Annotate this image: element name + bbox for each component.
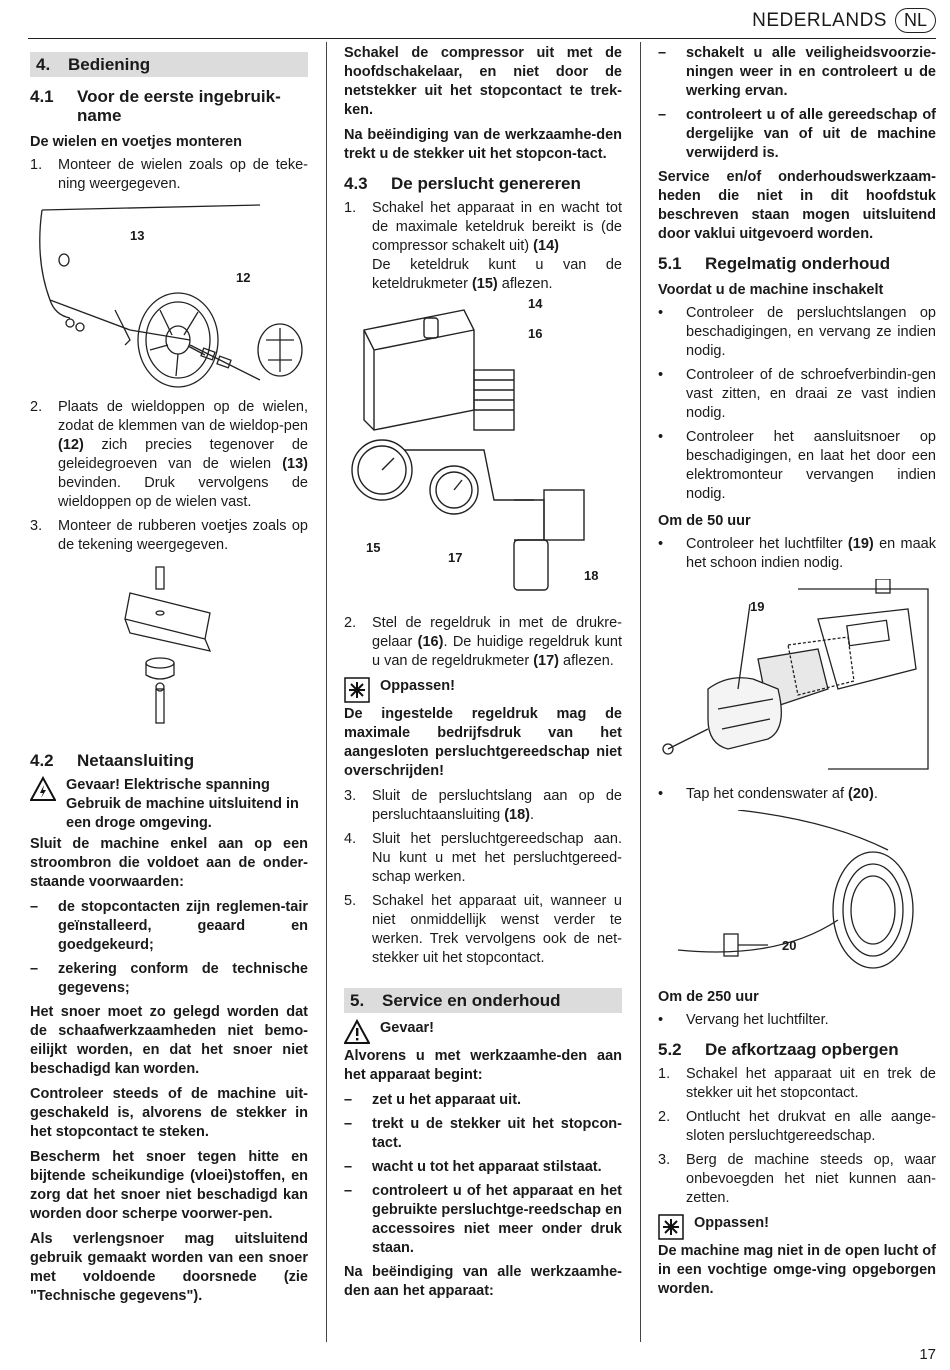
caution-text: De machine mag niet in de open lucht of in een vochtige omge-ving opgeborgen worden. — [658, 1243, 936, 1297]
bullet-item: • Controleer of de schroefverbindin-gen vast zitten, en draai ze vast indien nodig. — [658, 367, 936, 421]
paragraph: Sluit de machine enkel aan op een stroombron die voldoet aan de onder-staande voorwaarden: — [30, 836, 308, 890]
language-label: NEDERLANDS — [752, 10, 887, 31]
paragraph: Als verlengsnoer mag uitsluitend gebruik gemaakt worden van een snoer met voldoende doorsnede (zie "Technische gegevens"). — [30, 1231, 308, 1304]
pressure-switch-drawing — [344, 300, 622, 604]
dash-item: – controleert u of het apparaat en het gebruikte persluchtge-reedschap en accessoires niet meer onder druk staan. — [344, 1183, 622, 1256]
wheels-heading: De wielen en voetjes monteren — [30, 134, 242, 150]
caution-text: De ingestelde regeldruk mag de maximale bedrijfsdruk van het aangesloten persluchtgereedschap niet overschrijden! — [344, 706, 622, 779]
drain-valve-drawing — [658, 810, 936, 978]
list-item: 5. Schakel het apparaat uit, wanneer u niet onmiddellijk wenst verder te werken. Trek vervolgens ook de net-stekker uit het stopcontact. — [344, 893, 622, 966]
dash-item: – schakelt u alle veiligheidsvoorzie-ningen weer in en controleert u de werking ervan. — [658, 45, 936, 99]
label-20: 20 — [782, 938, 797, 953]
warning-text: Alvorens u met werkzaamhe-den aan het apparaat begint: — [344, 1048, 622, 1083]
electric-hazard-icon — [30, 776, 56, 802]
caution-head: Oppassen! — [380, 678, 455, 694]
page-header — [752, 8, 936, 33]
list-item: 1. Schakel het apparaat in en wacht tot de maximale keteldruk bereikt is (de compressor schakelt uit) (14) De keteldruk kunt u van de keteldrukmeter (15) aflezen. — [344, 200, 622, 292]
dash-item: – de stopcontacten zijn reglemen-tair geïnstalleerd, geaard en goedgekeurd; — [30, 899, 308, 953]
general-warning — [344, 1019, 622, 1045]
section-4-3-heading: 4.3 De perslucht genereren — [344, 174, 581, 193]
label-16: 16 — [528, 326, 543, 341]
air-filter-drawing — [658, 579, 936, 775]
interval-250-heading: Om de 250 uur — [658, 989, 759, 1005]
paragraph: Na beëindiging van alle werkzaamhe-den aan het apparaat: — [344, 1264, 622, 1299]
paragraph: Schakel de compressor uit met de hoofdschakelaar, en niet door de netstekker uit het stopcontact te trek-ken. — [344, 45, 622, 118]
paragraph: Het snoer moet zo gelegd worden dat de schaafwerkzaamheden niet bemo-eilijkt worden, en dat het snoer niet beschadigd kan worden. — [30, 1004, 308, 1077]
column-3 — [658, 44, 936, 1305]
label-15: 15 — [366, 540, 381, 555]
language-badge: NL — [895, 8, 936, 33]
caution-icon — [344, 677, 370, 703]
list-item: 3. Sluit de persluchtslang aan op de persluchtaansluiting (18). — [344, 788, 622, 823]
section-4-1-heading: 4.1 Voor de eerste ingebruik-name — [30, 87, 281, 125]
paragraph: Controleer steeds of de machine uit-geschakeld is, alvorens de stekker in het stopcontact te steken. — [30, 1086, 308, 1140]
wheel-drawing — [30, 200, 308, 388]
label-13: 13 — [130, 228, 145, 243]
before-start-heading: Voordat u de machine inschakelt — [658, 282, 884, 298]
list-item: 2. Stel de regeldruk in met de drukre-gelaar (16). De huidige regeldruk kunt u van de regeldrukmeter (17) aflezen. — [344, 615, 622, 669]
list-item: 4. Sluit het persluchtgereedschap aan. Nu kunt u met het persluchtgereed-schap werken. — [344, 831, 622, 885]
dash-item: – controleert u of alle gereedschap of dergelijke van of uit de machine verwijderd is. — [658, 107, 936, 161]
column-2 — [344, 44, 622, 1307]
dash-item: – trekt u de stekker uit het stopcon-tact. — [344, 1116, 622, 1151]
interval-50-heading: Om de 50 uur — [658, 513, 751, 529]
storage-caution — [658, 1214, 936, 1240]
warning-icon — [344, 1019, 370, 1045]
label-18: 18 — [584, 568, 599, 583]
bullet-item: • Controleer het luchtfilter (19) en maak het schoon indien nodig. — [658, 536, 936, 571]
paragraph: Bescherm het snoer tegen hitte en bijtende scheikundige (vloei)stoffen, en zorg dat het snoer niet beschadigd kan worden door scherpe voorwer-pen. — [30, 1149, 308, 1222]
label-12: 12 — [236, 270, 251, 285]
warning-head: Gevaar! — [380, 1020, 435, 1036]
column-1 — [30, 44, 308, 1312]
list-item: 2. Ontlucht het drukvat en alle aange-sloten persluchtgereedschap. — [658, 1109, 936, 1144]
wheel-assembly-figure — [30, 200, 308, 388]
bullet-item: • Controleer de persluchtslangen op beschadigingen, en vervang ze indien nodig. — [658, 305, 936, 359]
paragraph: Na beëindiging van de werkzaamhe-den trekt u de stekker uit het stopcon-tact. — [344, 127, 622, 162]
caution-icon — [658, 1214, 684, 1240]
electric-warning: Gevaar! Elektrische spanning Gebruik de machine uitsluitend in een droge omgeving. — [30, 776, 308, 833]
label-17: 17 — [448, 550, 463, 565]
dash-item: – wacht u tot het apparaat stilstaat. — [344, 1159, 602, 1175]
rubber-foot-figure — [30, 561, 308, 741]
caution-head: Oppassen! — [694, 1215, 769, 1231]
list-item: 3. Monteer de rubberen voetjes zoals op de tekening weergegeven. — [30, 518, 308, 553]
page-number: 17 — [919, 1346, 936, 1363]
section-5-2-heading: 5.2 De afkortzaag opbergen — [658, 1040, 899, 1059]
column-divider-1 — [326, 42, 327, 1342]
foot-drawing — [30, 561, 308, 741]
bullet-item: • Vervang het luchtfilter. — [658, 1012, 829, 1028]
paragraph: Service en/of onderhoudswerkzaam-heden die niet in dit hoofdstuk beschreven staan mogen uitsluitend door vaklui uitgevoerd worden. — [658, 169, 936, 242]
pressure-switch-figure — [344, 296, 622, 604]
column-divider-2 — [640, 42, 641, 1342]
dash-item: – zekering conform de technische gegevens; — [30, 961, 308, 996]
bullet-item: • Controleer het aansluitsnoer op beschadigingen, en laat het door een elektromonteur vervangen indien nodig. — [658, 429, 936, 502]
bullet-item: • Tap het condenswater af (20). — [658, 786, 878, 802]
dash-item: – zet u het apparaat uit. — [344, 1092, 522, 1108]
list-item: 1. Monteer de wielen zoals op de teke-ning weergegeven. — [30, 157, 308, 192]
list-item: 3. Berg de machine steeds op, waar onbevoegden het niet kunnen aan-zetten. — [658, 1152, 936, 1206]
section-4-heading: 4. Bediening — [30, 52, 308, 77]
drain-valve-figure — [658, 810, 936, 978]
section-4-2-heading: 4.2 Netaansluiting — [30, 751, 195, 770]
air-filter-figure — [658, 579, 936, 775]
label-14: 14 — [528, 296, 543, 311]
label-19: 19 — [750, 599, 765, 614]
section-5-1-heading: 5.1 Regelmatig onderhoud — [658, 254, 891, 273]
caution-note — [344, 677, 622, 703]
header-rule — [28, 38, 936, 39]
section-5-heading: 5. Service en onderhoud — [344, 988, 622, 1013]
list-item: 2. Plaats de wieldoppen op de wielen, zodat de klemmen van de wieldop-pen (12) zich precies tegenover de geleidegroeven van de wielen (13) bevinden. Druk vervolgens de wieldoppen op de wielen vast. — [30, 399, 308, 510]
list-item: 1. Schakel het apparaat uit en trek de stekker uit het stopcontact. — [658, 1066, 936, 1101]
